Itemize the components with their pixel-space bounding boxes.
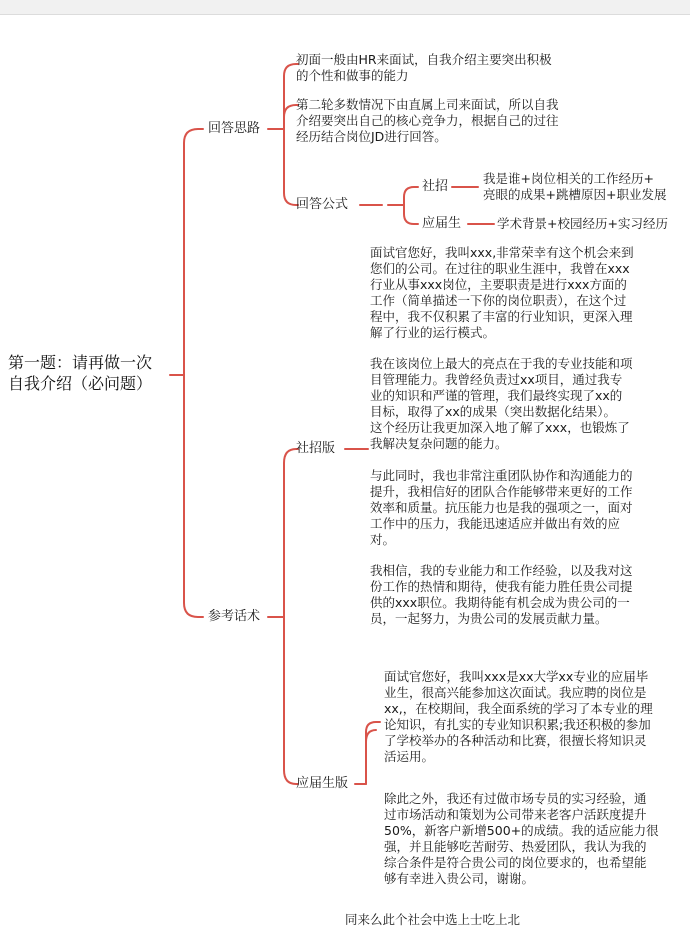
social-paragraph-3: 与此同时，我也非常注重团队协作和沟通能力的 提升，我相信好的团队合作能够带来更好的工作 效率和质量。抗压能力也是我的强项之一，面对 工作中的压力，我能迅速适应并做出有效的应 对。 xyxy=(370,468,633,547)
social-paragraph-4: 我相信，我的专业能力和工作经验，以及我对这 份工作的热情和期待，使我有能力胜任贵公司提 供的xxx职位。我期待能有机会成为贵公司的一 员，一起努力，为贵公司的发展贡献力量。 xyxy=(370,563,633,626)
grad-paragraph-2: 除此之外，我还有过做市场专员的实习经验，通 过市场活动和策划为公司带来老客户活跃度提升 50%，新客户新增500+的成绩。我的适应能力很 强，并且能够吃苦耐劳、热爱团队，我认为我的 综合条件是符合贵公司的岗位要求的，也希望能 够有幸进入贵公司，谢谢。 xyxy=(384,791,659,886)
node-formula-social: 社招 xyxy=(422,179,449,194)
connector-formula-grad xyxy=(404,205,418,224)
connector-social-version xyxy=(284,449,298,617)
grad-version-bracket xyxy=(366,722,380,784)
node-approach: 回答思路 xyxy=(208,121,261,136)
formula-social-text: 我是谁+岗位相关的工作经历+ 亮眼的成果+跳槽原因+职业发展 xyxy=(483,171,667,202)
social-paragraph-2: 我在该岗位上最大的亮点在于我的专业技能和项 目管理能力。我曾经负责过xx项目，通过我专 业的知识和严谨的管理，我们最终实现了xx的 目标，取得了xx的成果（突出数据化结果）。 这个经历让我更加深入地了解了xxx，也锻炼了 我解决复杂问题的能力。 xyxy=(370,356,633,451)
connector-grad-version xyxy=(284,617,298,784)
tip-manager-interview: 第二轮多数情况下由直属上司来面试，所以自我 介绍要突出自己的核心竞争力，根据自己的过往 经历结合岗位JD进行回答。 xyxy=(296,97,559,144)
node-formula: 回答公式 xyxy=(296,197,349,212)
grad-paragraph-1: 面试官您好，我叫xxx是xx大学xx专业的应届毕 业生，很高兴能参加这次面试。我应聘的岗位是 xx,，在校期间，我全面系统的学习了本专业的理 论知识，有扎实的专业知识积累;我还积极的参加 了学校举办的各种活动和比赛，很擅长将知识灵 活运用。 xyxy=(384,669,653,764)
formula-grad-text: 学术背景+校园经历+实习经历 xyxy=(497,216,668,231)
node-script: 参考话术 xyxy=(208,609,261,624)
connector-formula-social xyxy=(404,187,418,205)
tip-hr-interview: 初面一般由HR来面试，自我介绍主要突出积极 的个性和做事的能力 xyxy=(296,52,552,83)
root-topic: 第一题：请再做一次 自我介绍（必问题） xyxy=(8,353,153,393)
node-grad-version: 应届生版 xyxy=(296,776,349,791)
connector-approach xyxy=(184,129,203,375)
social-paragraph-1: 面试官您好，我叫xxx,非常荣幸有这个机会来到 您们的公司。在过往的职业生涯中，我曾在xxx 行业从事xxx岗位，主要职责是进行xxx方面的 工作（简单描述一下你的岗位职责），在这个过 程中，我不仅积累了丰富的行业知识，更深入理 解了行业的运行模式。 xyxy=(370,245,634,340)
node-social-version: 社招版 xyxy=(296,441,336,456)
cut-off-text: 同来么此个社会中选上士吃上北 xyxy=(345,912,521,927)
connector-script xyxy=(184,375,203,617)
node-formula-grad: 应届生 xyxy=(422,216,462,231)
